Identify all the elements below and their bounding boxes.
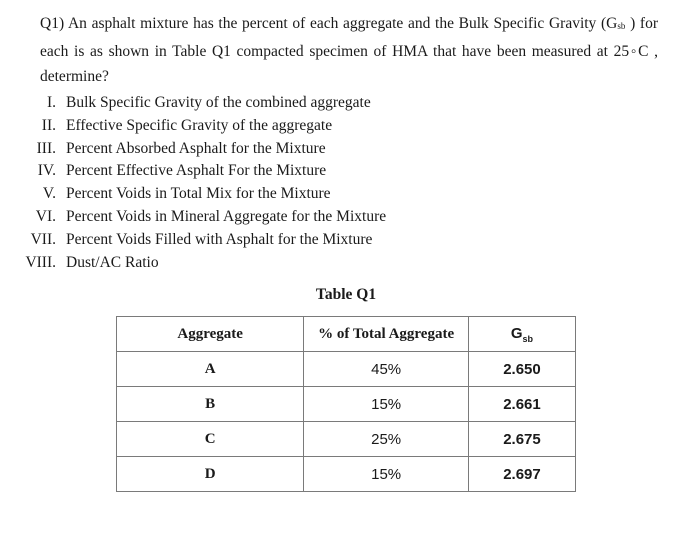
item-text: Bulk Specific Gravity of the combined aggregate xyxy=(66,94,371,111)
item-number: IV. xyxy=(37,162,56,180)
list-item xyxy=(18,252,386,275)
table-header-row xyxy=(117,317,576,352)
list-item xyxy=(18,138,386,161)
header-percent: % of Total Aggregate xyxy=(304,317,469,352)
cell-percent: 45% xyxy=(304,352,469,387)
header-gsb xyxy=(468,317,575,352)
list-item xyxy=(18,206,386,229)
item-number: VII. xyxy=(30,230,56,248)
list-item xyxy=(18,92,386,115)
header-gsb-sub: sb xyxy=(522,333,534,344)
item-text: Effective Specific Gravity of the aggregate xyxy=(66,116,333,134)
item-number: III. xyxy=(36,139,56,157)
list-item xyxy=(18,160,386,183)
item-text: Percent Voids Filled with Asphalt for the Mixture xyxy=(66,230,373,248)
cell-percent: 15% xyxy=(304,387,469,422)
cell-aggregate: C xyxy=(117,422,304,457)
question-subscript: sb xyxy=(617,21,626,31)
table-title: Table Q1 xyxy=(315,286,377,303)
table-row xyxy=(117,457,576,492)
cell-gsb: 2.661 xyxy=(468,387,575,422)
list-item xyxy=(18,229,386,252)
aggregate-table xyxy=(116,316,576,492)
header-gsb-main: G xyxy=(510,324,523,342)
table-row xyxy=(117,352,576,387)
cell-aggregate: A xyxy=(117,352,304,387)
question-prefix: Q1) An asphalt mixture has the percent of each aggregate and the Bulk Specific Gravity (G xyxy=(40,15,618,32)
list-item xyxy=(18,115,386,138)
item-text: Percent Absorbed Asphalt for the Mixture xyxy=(66,139,326,157)
question-list xyxy=(18,92,386,274)
item-number: VI. xyxy=(35,207,56,225)
item-number: VIII. xyxy=(25,253,56,271)
item-number: V. xyxy=(42,185,56,203)
list-item xyxy=(18,183,386,206)
cell-gsb: 2.675 xyxy=(468,422,575,457)
cell-aggregate: B xyxy=(117,387,304,422)
item-text: Dust/AC Ratio xyxy=(66,253,159,271)
cell-gsb: 2.697 xyxy=(468,457,575,492)
cell-percent: 25% xyxy=(304,422,469,457)
cell-aggregate: D xyxy=(117,457,304,492)
item-text: Percent Effective Asphalt For the Mixture xyxy=(66,162,327,180)
item-text: Percent Voids in Total Mix for the Mixture xyxy=(66,185,331,203)
header-aggregate: Aggregate xyxy=(117,317,304,352)
question-text xyxy=(40,11,658,89)
item-number: I. xyxy=(46,94,56,111)
table-row xyxy=(117,387,576,422)
item-number: II. xyxy=(41,116,56,134)
cell-percent: 15% xyxy=(304,457,469,492)
table-row xyxy=(117,422,576,457)
question-suffix: ) for each is as shown in Table Q1 compacted specimen of HMA that have been measured at 25◦C , determine? xyxy=(40,15,658,85)
cell-gsb: 2.650 xyxy=(468,352,575,387)
item-text: Percent Voids in Mineral Aggregate for the Mixture xyxy=(66,207,387,225)
